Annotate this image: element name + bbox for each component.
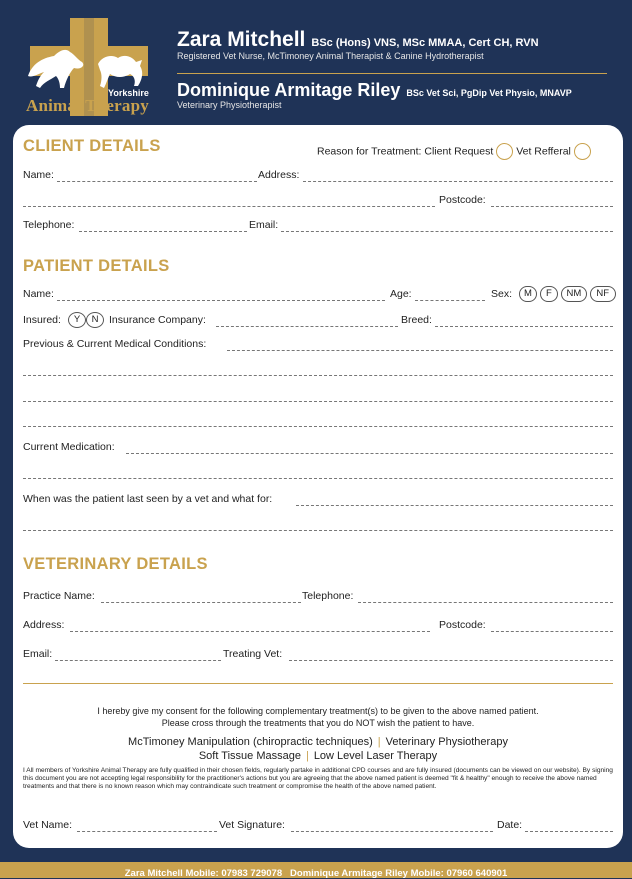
consent-line2: Please cross through the treatments that you do NOT wish the patient to have. — [161, 718, 475, 728]
sex-nf-option[interactable]: NF — [590, 286, 616, 302]
last-seen-label: When was the patient last seen by a vet and what for: — [23, 493, 273, 505]
client-postcode-label: Postcode: — [439, 194, 486, 206]
conditions-field[interactable] — [227, 350, 613, 351]
person2-block — [177, 80, 572, 110]
sex-options — [519, 286, 616, 302]
treatment-separator: | — [377, 736, 381, 748]
sex-m-option[interactable]: M — [519, 286, 537, 302]
treatment-mctimoney[interactable]: McTimoney Manipulation (chiropractic techniques) — [128, 736, 373, 748]
patient-sex-label: Sex: — [491, 288, 513, 300]
client-postcode-field[interactable] — [491, 206, 613, 207]
treatment-soft-tissue[interactable]: Soft Tissue Massage — [198, 750, 301, 762]
vet-address-label: Address: — [23, 619, 65, 631]
insured-options — [68, 312, 104, 328]
vet-telephone-field[interactable] — [358, 602, 613, 603]
treatment-separator: | — [305, 750, 309, 762]
consent-divider — [23, 683, 613, 684]
client-section-title: CLIENT DETAILS — [23, 137, 161, 155]
patient-name-field[interactable] — [57, 300, 385, 301]
treatment-laser[interactable]: Low Level Laser Therapy — [313, 750, 438, 762]
reason-group — [317, 143, 591, 160]
client-address-line2-field[interactable] — [23, 206, 435, 207]
client-address-label: Address: — [258, 169, 300, 181]
practice-name-label: Practice Name: — [23, 590, 95, 602]
reason-client-request-checkbox[interactable] — [496, 143, 513, 160]
treating-vet-label: Treating Vet: — [223, 648, 283, 660]
client-telephone-label: Telephone: — [23, 219, 75, 231]
sex-nm-option[interactable]: NM — [561, 286, 587, 302]
person1-name: Zara Mitchell — [177, 28, 306, 51]
date-label: Date: — [497, 819, 523, 831]
reason-vet-referral-checkbox[interactable] — [574, 143, 591, 160]
insured-yes-option[interactable]: Y — [68, 312, 86, 328]
footer-dominique-label: Dominique Armitage Riley Mobile: — [290, 868, 444, 879]
vet-section-title: VETERINARY DETAILS — [23, 555, 208, 573]
medication-line2-field[interactable] — [23, 478, 613, 479]
patient-section-title: PATIENT DETAILS — [23, 257, 170, 275]
disclaimer-text: I All members of Yorkshire Animal Therapy are fully qualified in their chosen fields, regularly partake in additional CPD courses and are fully insured (documents can be viewed on our website). By signing this document you are not accepting legal responsibility for the practitioner's actions but you are agreeing that the above named patient is deemed "fit & healthy" enough to receive the above named treatments and that there is no known reason which may contraindicate such treatment or compromise the health of the above named patient. — [23, 767, 613, 790]
conditions-label: Previous & Current Medical Conditions: — [23, 338, 207, 350]
vet-name-sign-field[interactable] — [77, 831, 217, 832]
person1-role: Registered Vet Nurse, McTimoney Animal Therapist & Canine Hydrotherapist — [177, 51, 484, 61]
logo-text-bottom: Animal Therapy — [26, 96, 149, 115]
footer-zara-label: Zara Mitchell Mobile: — [124, 868, 219, 879]
insured-label: Insured: — [23, 314, 61, 326]
reason-opt1-label: Client Request — [424, 145, 494, 158]
footer-bar — [0, 862, 632, 878]
header — [0, 0, 632, 125]
vet-signature-label: Vet Signature: — [219, 819, 285, 831]
reason-opt2-label: Vet Refferal — [516, 145, 571, 158]
consent-line1: I hereby give my consent for the following complementary treatment(s) to be given to the above named patient. — [97, 706, 539, 716]
insurance-company-label: Insurance Company: — [109, 314, 206, 326]
patient-age-field[interactable] — [415, 300, 485, 301]
insurance-company-field[interactable] — [216, 326, 398, 327]
treatments-row1 — [13, 736, 623, 748]
vet-telephone-label: Telephone: — [302, 590, 354, 602]
client-address-field[interactable] — [303, 181, 613, 182]
vet-email-label: Email: — [23, 648, 53, 660]
person2-quals: BSc Vet Sci, PgDip Vet Physio, MNAVP — [406, 88, 572, 98]
practice-name-field[interactable] — [101, 602, 301, 603]
footer-dominique-phone[interactable]: 07960 640901 — [446, 868, 508, 879]
date-field[interactable] — [525, 831, 613, 832]
client-email-field[interactable] — [281, 231, 613, 232]
treatments-row2 — [13, 750, 623, 762]
medication-field[interactable] — [126, 453, 613, 454]
vet-email-field[interactable] — [55, 660, 221, 661]
vet-signature-field[interactable] — [291, 831, 493, 832]
sex-f-option[interactable]: F — [540, 286, 558, 302]
person2-role: Veterinary Physiotherapist — [177, 100, 282, 110]
conditions-line3-field[interactable] — [23, 401, 613, 402]
breed-label: Breed: — [401, 314, 432, 326]
treatment-physiotherapy[interactable]: Veterinary Physiotherapy — [385, 736, 508, 748]
footer-contacts — [0, 868, 632, 879]
conditions-line2-field[interactable] — [23, 375, 613, 376]
person1-quals: BSc (Hons) VNS, MSc MMAA, Cert CH, RVN — [311, 37, 539, 49]
vet-name-sign-label: Vet Name: — [23, 819, 73, 831]
last-seen-line2-field[interactable] — [23, 530, 613, 531]
breed-field[interactable] — [435, 326, 613, 327]
person2-name: Dominique Armitage Riley — [177, 80, 401, 100]
vet-postcode-label: Postcode: — [439, 619, 486, 631]
patient-age-label: Age: — [390, 288, 412, 300]
client-name-label: Name: — [23, 169, 54, 181]
form-card — [13, 125, 623, 848]
conditions-line4-field[interactable] — [23, 426, 613, 427]
person1-block — [177, 28, 539, 61]
client-email-label: Email: — [249, 219, 279, 231]
patient-name-label: Name: — [23, 288, 54, 300]
treating-vet-field[interactable] — [289, 660, 613, 661]
insured-no-option[interactable]: N — [86, 312, 104, 328]
header-divider — [177, 73, 607, 74]
vet-address-field[interactable] — [70, 631, 430, 632]
client-telephone-field[interactable] — [79, 231, 247, 232]
logo-text-top: Yorkshire — [108, 88, 149, 98]
last-seen-field[interactable] — [296, 505, 613, 506]
medication-label: Current Medication: — [23, 441, 115, 453]
client-name-field[interactable] — [57, 181, 257, 182]
vet-postcode-field[interactable] — [491, 631, 613, 632]
footer-zara-phone[interactable]: 07983 729078 — [221, 868, 283, 879]
reason-label: Reason for Treatment: — [317, 145, 422, 158]
